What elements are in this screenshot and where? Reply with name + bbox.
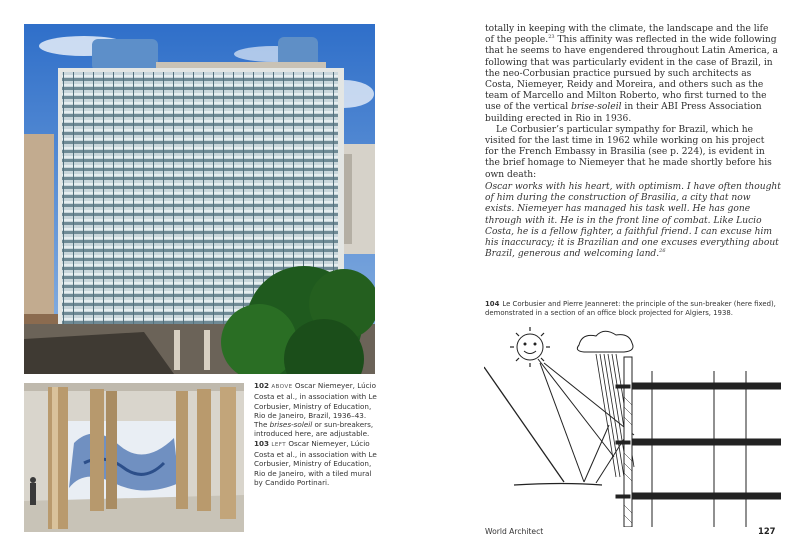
sun-breaker-diagram	[484, 327, 781, 527]
fig102-position: ABOVE	[271, 384, 293, 390]
fig102-text-end: or sun-breakers, introduced here, are adjustable.	[254, 420, 374, 439]
fig104-caption-text: Le Corbusier and Pierre Jeanneret: the principle of the sun-breaker (here fixed), demonstrated in a section of an office block projected for Algiers, 1938.	[485, 300, 776, 317]
fig102-number: 102	[254, 381, 270, 390]
sun-breaker-drawing	[484, 327, 781, 527]
fig103-text: Oscar Niemeyer, Lúcio Costa et al., in association with Le Corbusier, Ministry of Education, Rio de Janeiro, with a tiled mural by Candido Portinari.	[254, 438, 377, 487]
niemeyer-quote	[485, 182, 781, 260]
fig103-position: LEFT	[271, 441, 287, 448]
quote-text: Oscar works with his heart, with optimism. I have often thought of him during the construction of Brasilia, a city that now exists. Niemeyer has managed his task well. He has gone through with it. He is in the front line of combat. Like Lucio Costa, he is a fellow fighter, a faithful friend. I can excuse him his inaccuracy; it is Brazilian and one excuses everything about Brazil, generous and welcoming land.	[485, 182, 781, 260]
pilotis-illustration	[24, 383, 244, 532]
fig102-italic-term: brises-soleil	[269, 420, 313, 430]
cloud-icon	[577, 331, 633, 352]
body-text	[485, 24, 779, 181]
pilotis-mural-photo	[24, 383, 244, 532]
footnote-ref-23: 23	[548, 34, 555, 41]
left-figure-caption	[254, 381, 378, 487]
fig104-caption	[485, 300, 781, 318]
paragraph-1-end: in their ABI Press Association building erected in Rio in 1936.	[485, 102, 762, 124]
ministry-building-photo	[24, 24, 375, 374]
footnote-ref-26: 26	[659, 248, 666, 255]
paragraph-1-start: totally in keeping with the climate, the landscape and the life of the people.	[485, 24, 769, 46]
fig103-number: 103	[254, 438, 270, 448]
paragraph-1-italic-term: brise-soleil	[571, 102, 622, 113]
page-number: 127	[758, 526, 776, 536]
paragraph-1	[485, 24, 779, 125]
paragraph-1-middle: This affinity was reflected in the wide following that he seems to have engendered throughout Latin America, a following that was particularly evident in the case of Brazil, in the neo-Corbusian practice pursued by such architects as Costa, Niemeyer, Reidy and Moreira, and others such as the team of Marcello and Milton Roberto, who first turned to the use of the vertical	[485, 35, 778, 113]
paragraph-2: Le Corbusier’s particular sympathy for Brazil, which he visited for the last time in 1962 while working on his project for the French Embassy in Brasilia (see p. 224), is evident in the brief homage to Niemeyer that he made shortly before his own death:	[485, 124, 772, 180]
sun-icon	[517, 334, 543, 360]
running-footer-title: World Architect	[485, 527, 544, 536]
fig102-text-start: Oscar Niemeyer, Lúcio Costa et al., in association with Le Corbusier, Ministry of Education, Rio de Janeiro, Brazil, 1936–43. The	[254, 381, 377, 430]
fig104-number: 104	[485, 300, 500, 308]
ministry-building-illustration	[24, 24, 375, 374]
